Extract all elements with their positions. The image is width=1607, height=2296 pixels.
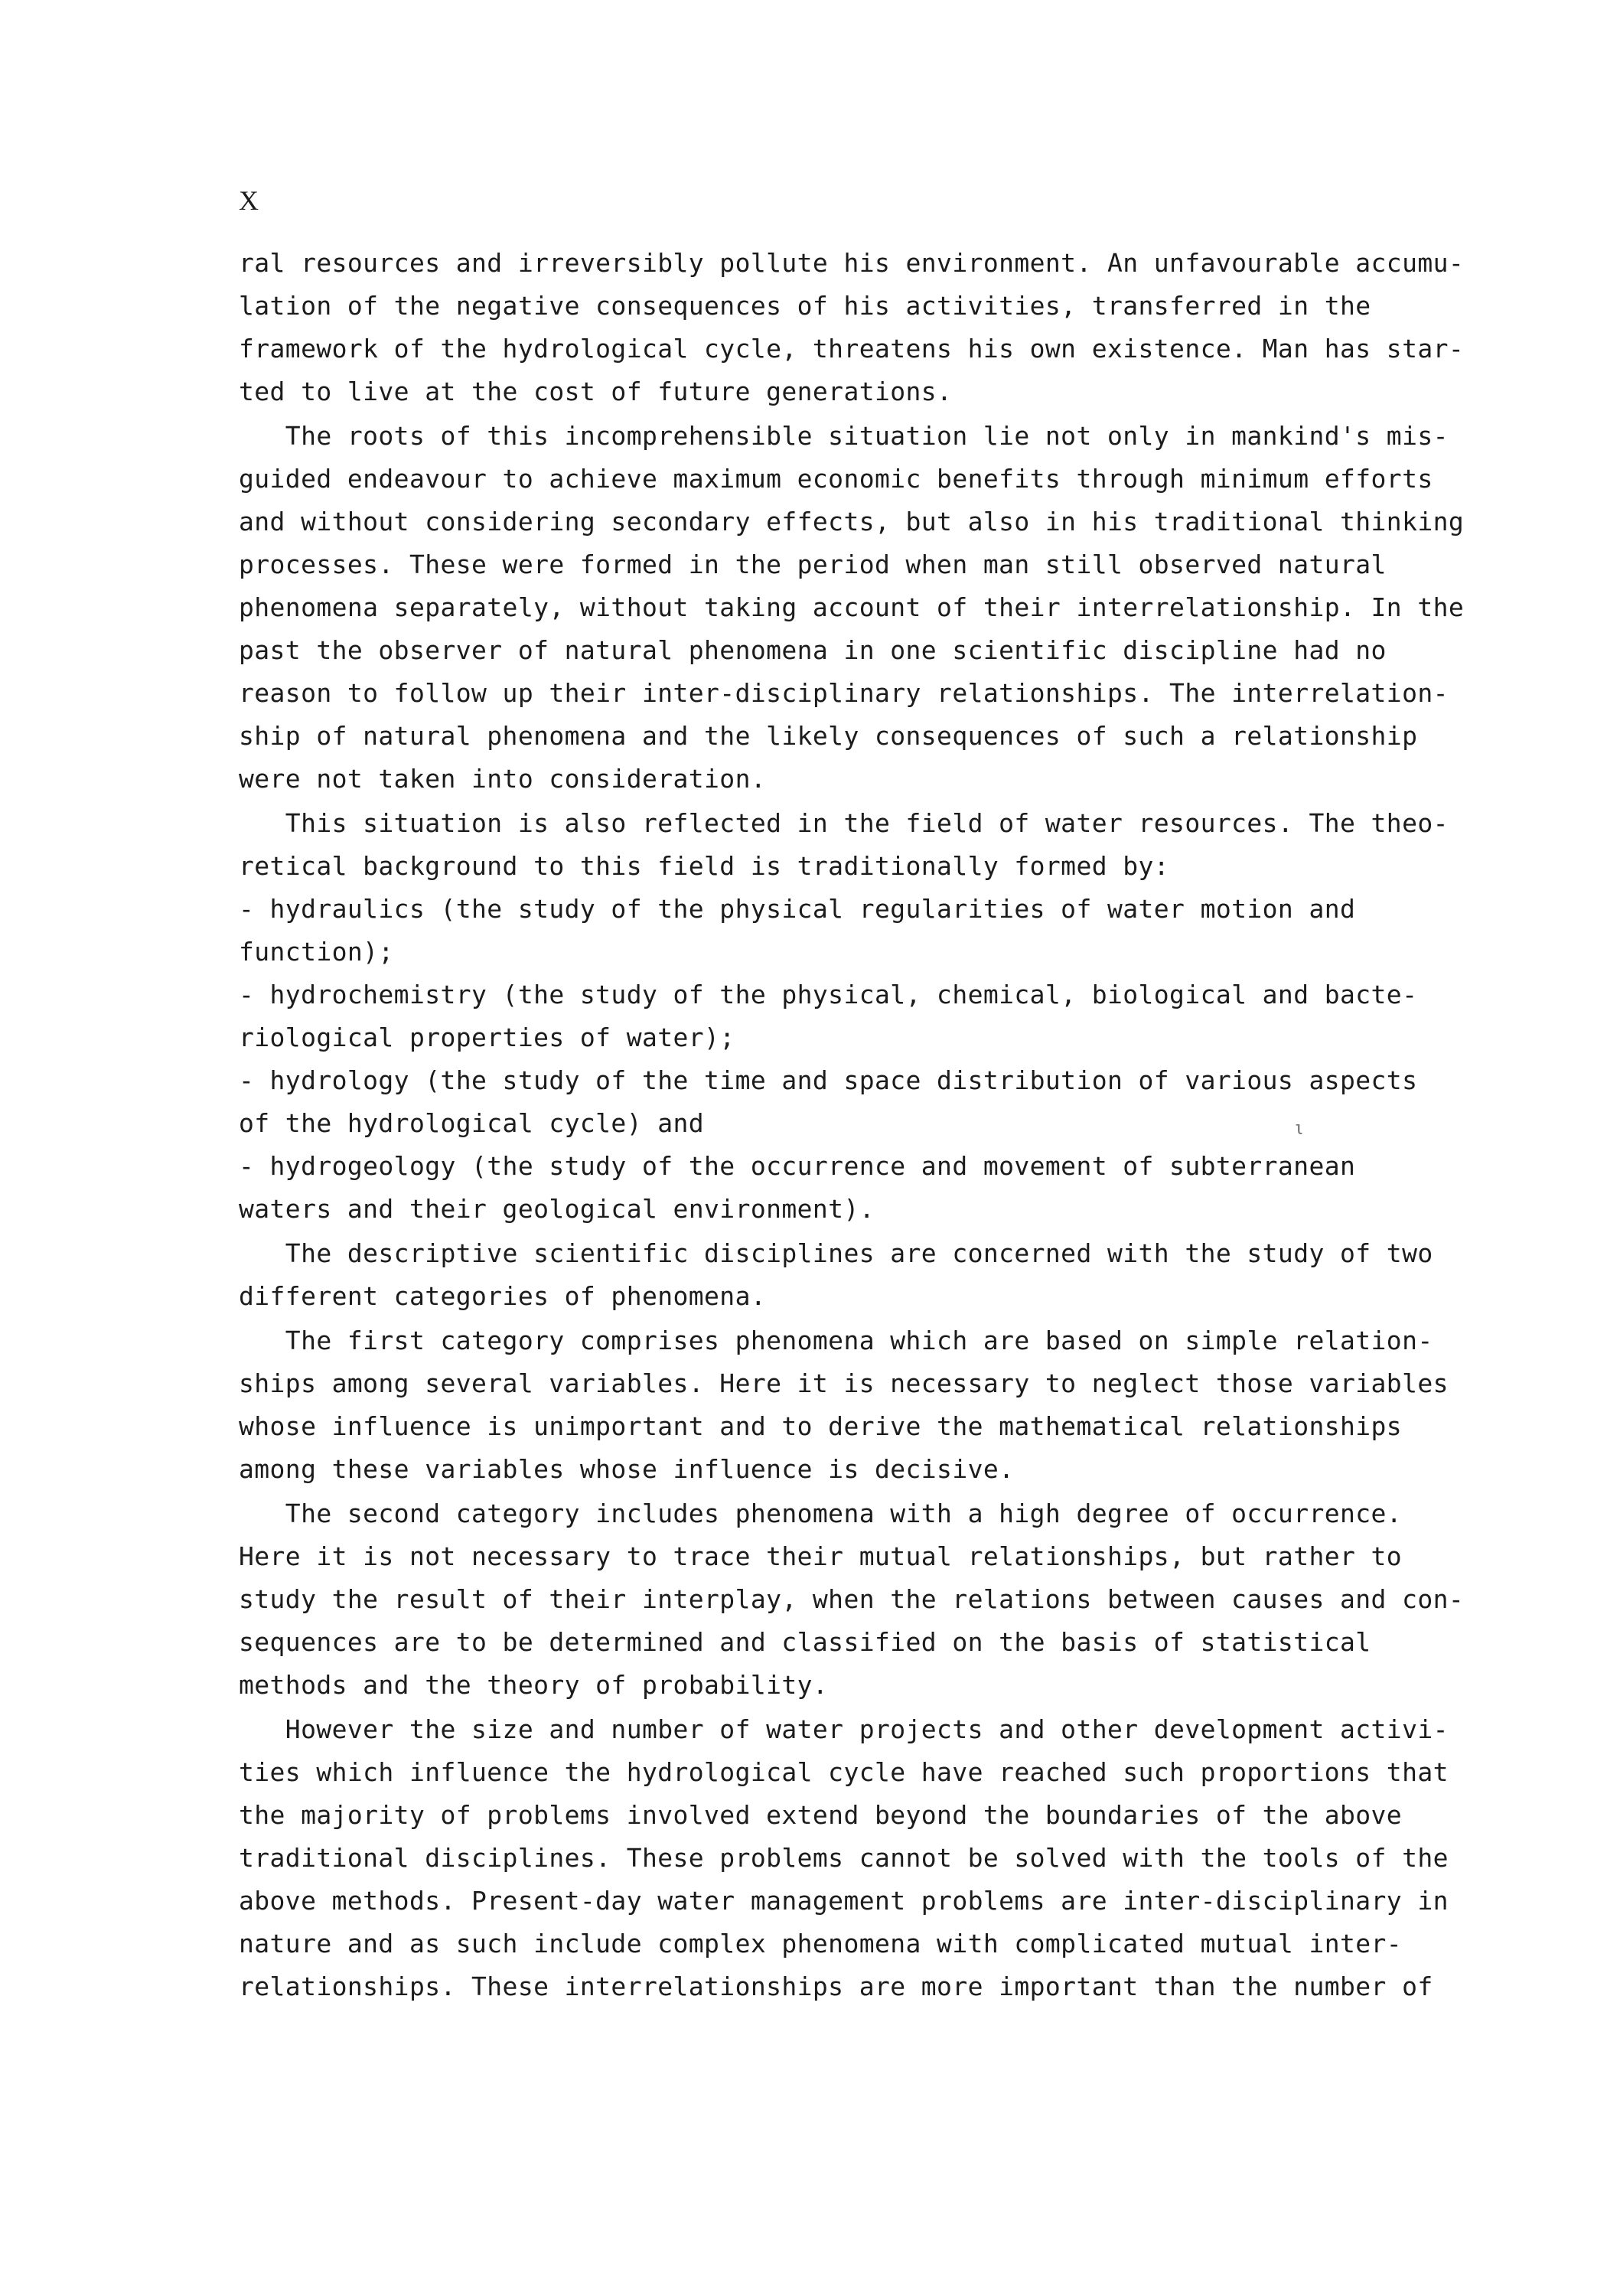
list-item: - hydrochemistry (the study of the physical, chemical, biological and bacte-: [239, 980, 1418, 1009]
list-item: - hydrology (the study of the time and space distribution of various aspects: [239, 1065, 1418, 1095]
text-line: were not taken into consideration.: [239, 764, 767, 794]
list-item: waters and their geological environment).: [239, 1194, 875, 1224]
text-line: above methods. Present-day water management problems are inter-disciplinary in: [239, 1886, 1449, 1916]
list-item: - hydraulics (the study of the physical regularities of water motion and: [239, 894, 1356, 924]
list-item: - hydrogeology (the study of the occurrence and movement of subterranean: [239, 1151, 1356, 1181]
list-item: riological properties of water);: [239, 1022, 735, 1052]
text-line: ral resources and irreversibly pollute his environment. An unfavourable accumu-: [239, 248, 1465, 278]
text-line: processes. These were formed in the period when man still observed natural: [239, 550, 1387, 579]
text-line: ties which influence the hydrological cycle have reached such proportions that: [239, 1757, 1449, 1787]
text-line: phenomena separately, without taking account of their interrelationship. In the: [239, 592, 1465, 622]
text-line: guided endeavour to achieve maximum economic benefits through minimum efforts: [239, 464, 1433, 494]
text-line: sequences are to be determined and classified on the basis of statistical: [239, 1627, 1371, 1657]
text-line: lation of the negative consequences of his activities, transferred in the: [239, 291, 1371, 321]
text-line: The first category comprises phenomena which are based on simple relation-: [239, 1326, 1433, 1355]
list-item: of the hydrological cycle) and: [239, 1108, 705, 1138]
text-line: the majority of problems involved extend beyond the boundaries of the above: [239, 1800, 1403, 1830]
text-line: ted to live at the cost of future generations.: [239, 377, 953, 406]
text-line: nature and as such include complex phenomena with complicated mutual inter-: [239, 1929, 1403, 1958]
text-line: traditional disciplines. These problems cannot be solved with the tools of the: [239, 1843, 1449, 1873]
text-line: However the size and number of water projects and other development activi-: [239, 1714, 1449, 1744]
text-line: different categories of phenomena.: [239, 1281, 767, 1311]
text-line: ship of natural phenomena and the likely consequences of such a relationship: [239, 721, 1418, 751]
text-line: reason to follow up their inter-disciplinary relationships. The interrelation-: [239, 678, 1449, 708]
text-line: study the result of their interplay, when the relations between causes and con-: [239, 1584, 1465, 1614]
text-line: methods and the theory of probability.: [239, 1670, 829, 1700]
list-item: function);: [239, 937, 394, 967]
text-line: Here it is not necessary to trace their mutual relationships, but rather to: [239, 1541, 1403, 1571]
page-number: X: [239, 185, 259, 216]
text-line: and without considering secondary effects, but also in his traditional thinking: [239, 507, 1465, 536]
text-line: among these variables whose influence is decisive.: [239, 1454, 1015, 1484]
text-line: retical background to this field is traditionally formed by:: [239, 851, 1170, 881]
text-line: framework of the hydrological cycle, threatens his own existence. Man has star-: [239, 334, 1465, 364]
text-line: The roots of this incomprehensible situation lie not only in mankind's mis-: [239, 421, 1449, 451]
text-line: relationships. These interrelationships are more important than the number of: [239, 1971, 1433, 2001]
text-line: This situation is also reflected in the field of water resources. The theo-: [239, 808, 1449, 838]
text-line: whose influence is unimportant and to derive the mathematical relationships: [239, 1411, 1403, 1441]
margin-mark: ι: [1293, 1117, 1305, 1139]
text-line: The second category includes phenomena with a high degree of occurrence.: [239, 1499, 1403, 1528]
text-line: The descriptive scientific disciplines are concerned with the study of two: [239, 1238, 1433, 1268]
text-line: ships among several variables. Here it is necessary to neglect those variables: [239, 1368, 1449, 1398]
text-line: past the observer of natural phenomena in one scientific discipline had no: [239, 635, 1387, 665]
